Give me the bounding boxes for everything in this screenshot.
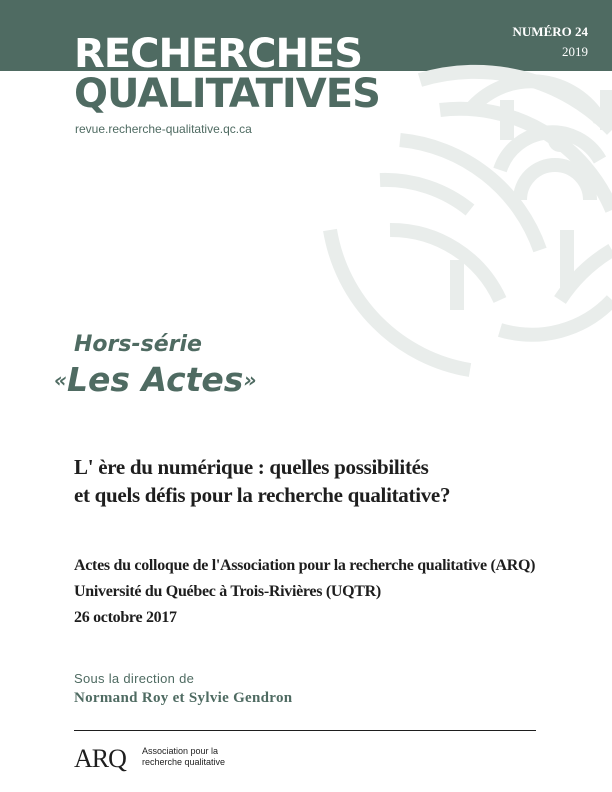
proceedings-info: [74, 553, 535, 631]
proceedings-date: 26 octobre 2017: [74, 609, 177, 626]
editors: Normand Roy et Sylvie Gendron: [74, 690, 293, 706]
footer-divider: [74, 730, 536, 731]
direction-label: Sous la direction de: [74, 671, 195, 686]
series-name: [54, 360, 256, 399]
issue-number: NUMÉRO 24: [512, 24, 588, 39]
proceedings-line2: Université du Québec à Trois-Rivières (UQTR): [74, 583, 381, 600]
issue-title-line1: L' ère du numérique : quelles possibilités: [74, 455, 429, 479]
issue-block: [513, 22, 588, 62]
organization-name: [142, 746, 225, 768]
arq-logo: ARQ: [74, 744, 126, 773]
journal-url: revue.recherche-qualitative.qc.ca: [75, 122, 252, 136]
series-label: Hors-série: [74, 332, 202, 357]
issue-year: 2019: [562, 44, 588, 59]
series-name-text: Les Actes: [67, 360, 244, 399]
issue-title-line2: et quels défis pour la recherche qualitative?: [74, 483, 451, 507]
journal-title: [74, 31, 380, 117]
proceedings-line1: Actes du colloque de l'Association pour la recherche qualitative (ARQ): [74, 557, 536, 574]
journal-title-line2: QUALITATIVES: [74, 71, 380, 117]
org-line2: recherche qualitative: [142, 757, 226, 767]
journal-title-line1: RECHERCHES: [74, 31, 363, 77]
issue-title: [74, 453, 450, 509]
org-line1: Association pour la: [142, 746, 219, 756]
close-quote: »: [243, 368, 257, 392]
open-quote: «: [54, 368, 67, 392]
